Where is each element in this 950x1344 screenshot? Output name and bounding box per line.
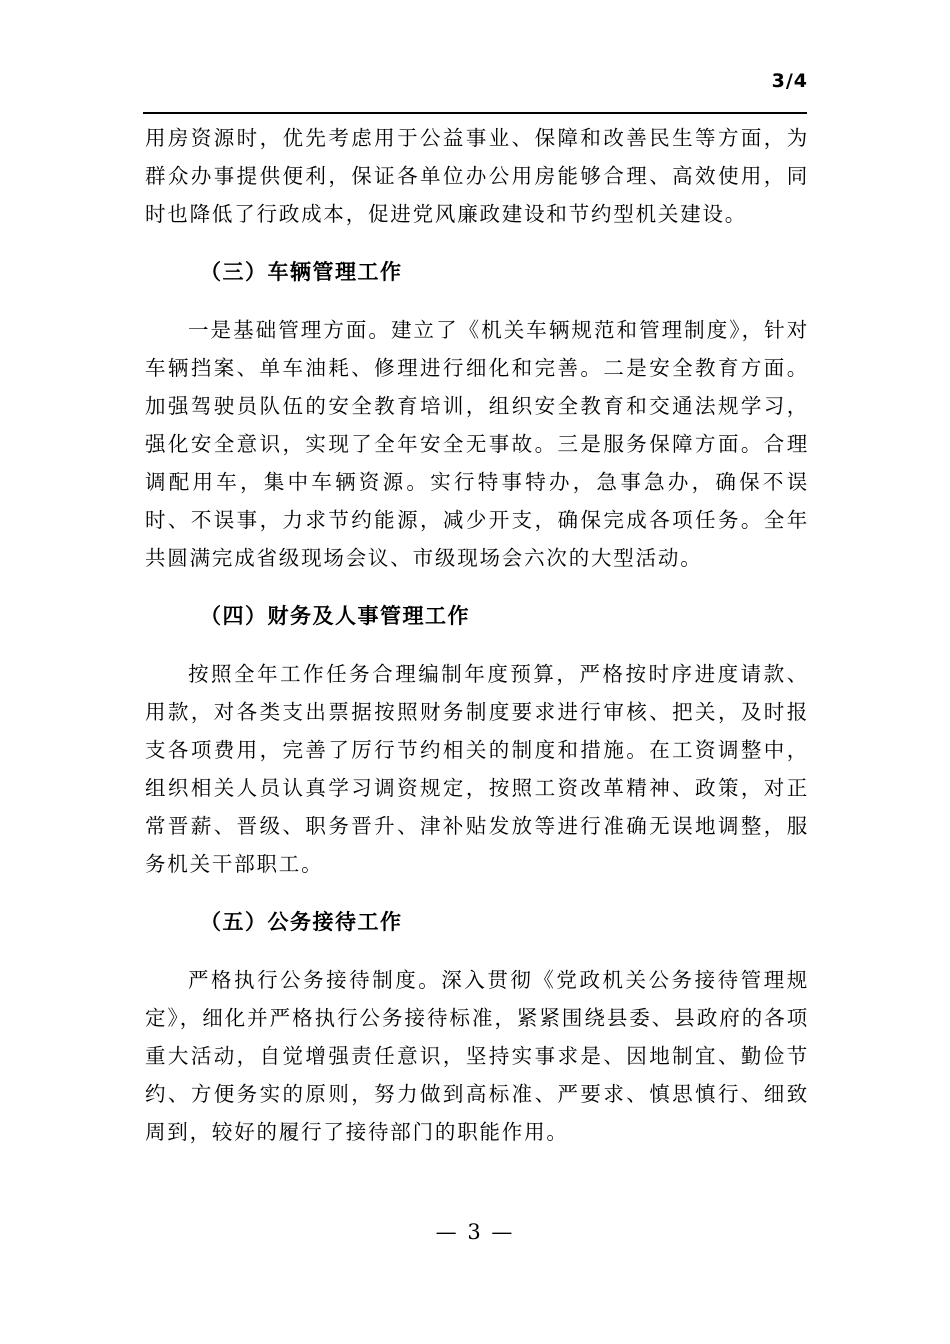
vehicle-management-heading: （三）车辆管理工作	[200, 260, 403, 284]
vehicle-management-paragraph: 一是基础管理方面。建立了《机关车辆规范和管理制度》，针对车辆挡案、单车油耗、修理进行细化和完善。二是安全教育方面。加强驾驶员队伍的安全教育培训，组织安全教育和交通法规学习，强化安全意识，实现了全年安全无事故。三是服务保障方面。合理调配用车，集中车辆资源。实行特事特办，急事急办，确保不误时、不误事，力求节约能源，减少开支，确保完成各项任务。全年共圆满完成省级现场会议、市级现场会六次的大型活动。	[145, 318, 809, 570]
intro-paragraph: 用房资源时，优先考虑用于公益事业、保障和改善民生等方面，为群众办事提供便利，保证各单位办公用房能够合理、高效使用，同时也降低了行政成本，促进党风廉政建设和节约型机关建设。	[145, 126, 809, 226]
page-number-footer: — 3 —	[435, 1220, 515, 1244]
page-counter: 3/4	[771, 70, 808, 92]
header-rule	[143, 112, 807, 114]
finance-personnel-heading: （四）财务及人事管理工作	[200, 604, 470, 628]
finance-personnel-paragraph: 按照全年工作任务合理编制年度预算，严格按时序进度请款、用款，对各类支出票据按照财务制度要求进行审核、把关，及时报支各项费用，完善了厉行节约相关的制度和措施。在工资调整中，组织相关人员认真学习调资规定，按照工资改革精神、政策，对正常晋薪、晋级、职务晋升、津补贴发放等进行准确无误地调整，服务机关干部职工。	[145, 662, 809, 876]
official-reception-heading: （五）公务接待工作	[200, 910, 403, 934]
official-reception-paragraph: 严格执行公务接待制度。深入贯彻《党政机关公务接待管理规定》，细化并严格执行公务接待标准，紧紧围绕县委、县政府的各项重大活动，自觉增强责任意识，坚持实事求是、因地制宜、勤俭节约、方便务实的原则，努力做到高标准、严要求、慎思慎行、细致周到，较好的履行了接待部门的职能作用。	[145, 968, 809, 1144]
document-body	[145, 119, 809, 1151]
